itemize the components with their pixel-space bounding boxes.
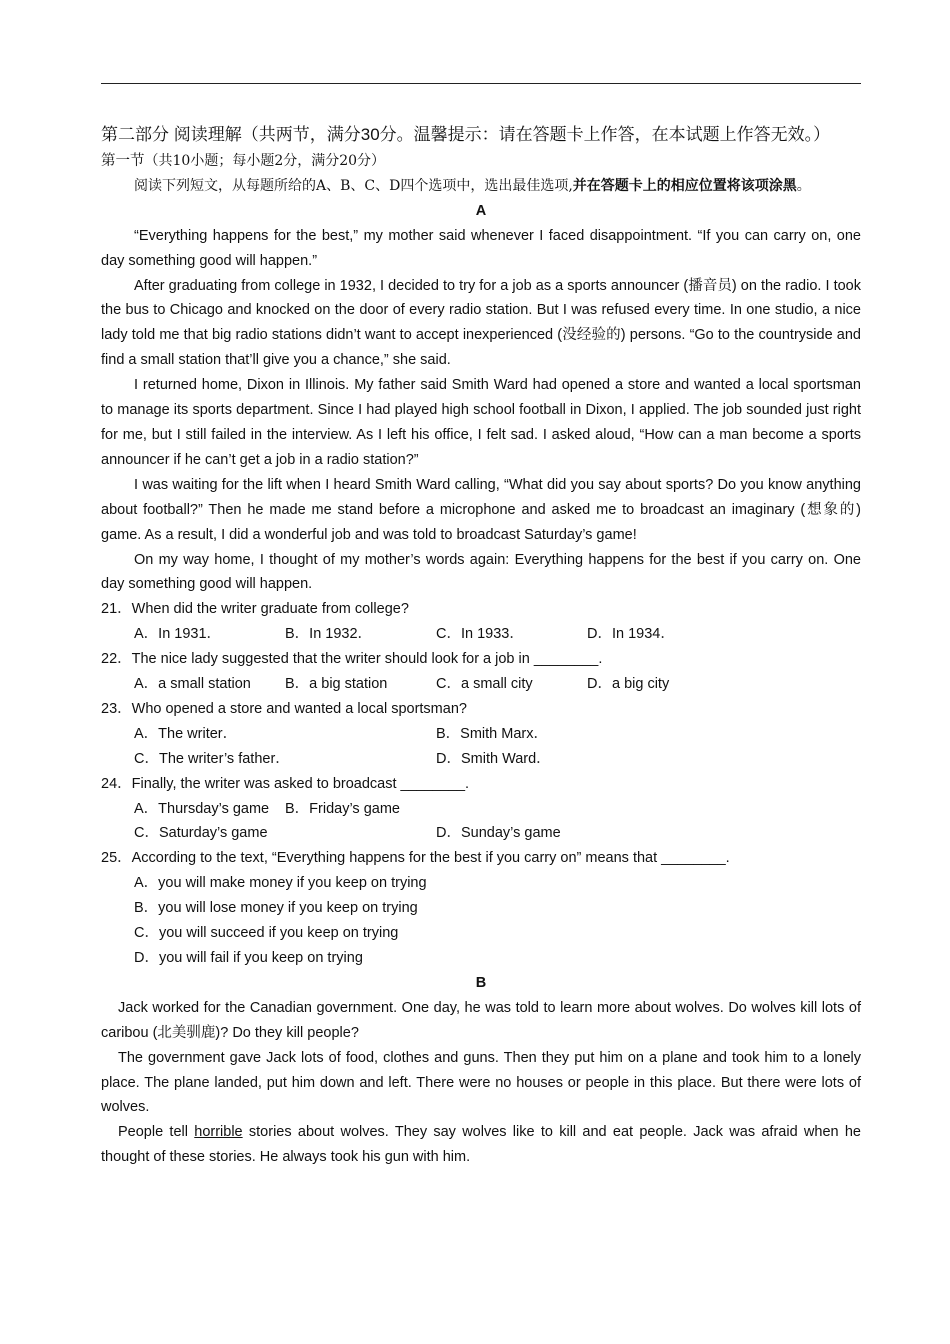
option: A．a small station: [134, 676, 251, 693]
instructions: 阅读下列短文，从每题所给的A、B、C、D四个选项中，选出最佳选项,并在答题卡上的相应位置将该项涂黑。: [134, 177, 811, 194]
option: D．Sunday’s game: [436, 825, 561, 842]
part-note: （共两节，满分30分。温馨提示：请在答题卡上作答，在本试题上作答无效。）: [241, 125, 831, 144]
question-21-stem: 21．When did the writer graduate from college?: [101, 601, 409, 618]
part-title: 第二部分 阅读理解: [101, 125, 242, 144]
underlined-word: horrible: [194, 1124, 243, 1141]
option: B．a big station: [285, 676, 388, 693]
option: C．Saturday’s game: [134, 825, 268, 842]
top-rule: [101, 83, 861, 84]
passage-a-paragraph: I returned home, Dixon in Illinois. My father said Smith Ward had opened a store and wanted a local sportsman to manage its sports department. Since I had played high school football in Dixon, I applied. The job sounded just right for me, but I still failed in the interview. As I left his office, I felt sad. I asked aloud, “How can a man become a sports announcer if he can’t get a job in a radio station?”: [101, 377, 861, 468]
option: B．Smith Marx．: [436, 725, 548, 742]
section-note: （共10小题；每小题2分，满分20分）: [144, 153, 386, 169]
option: C．you will succeed if you keep on trying: [134, 925, 399, 942]
option: A．In 1931．: [134, 626, 222, 643]
passage-a-label: A: [475, 202, 487, 219]
option: C．In 1933．: [436, 626, 524, 643]
question-24-options-row2: [101, 821, 861, 846]
question-21-options: [101, 622, 861, 647]
passage-b-paragraph: People tell horrible stories about wolves. They say wolves like to kill and eat people. Jack was afraid when he thought of these stories. He always took his gun with him.: [101, 1124, 861, 1166]
option: D．a big city: [587, 676, 670, 693]
option: D．you will fail if you keep on trying: [134, 950, 363, 966]
option: B．Friday’s game: [285, 800, 400, 817]
option: C．The writer’s father．: [134, 750, 290, 767]
question-24-stem: 24．Finally, the writer was asked to broadcast ________.: [101, 775, 470, 792]
passage-b-label: B: [475, 974, 487, 991]
option: B．In 1932．: [285, 626, 373, 643]
option: D．Smith Ward．: [436, 750, 551, 767]
question-23-options-row1: [101, 722, 861, 747]
passage-a-paragraph: After graduating from college in 1932, I decided to try for a job as a sports announcer (播音员) on the radio. I took the bus to Chicago and knocked on the door of every radio station. But I was refused every time. In one studio, a nice lady told me that big radio stations didn’t want to accept inexperienced (没经验的) persons. “Go to the countryside and find a small station that’ll give you a chance,” she said.: [101, 277, 861, 369]
exam-page: [101, 122, 861, 1170]
option: B．you will lose money if you keep on trying: [134, 900, 418, 917]
option: A．you will make money if you keep on trying: [134, 875, 427, 892]
part-heading: [101, 122, 861, 148]
section-heading: [101, 149, 861, 174]
question-23-stem: 23．Who opened a store and wanted a local sportsman?: [101, 700, 467, 717]
passage-b-paragraph: Jack worked for the Canadian government. One day, he was told to learn more about wolves. Do wolves kill lots of caribou (北美驯鹿)? Do they kill people?: [101, 999, 861, 1041]
option: A．Thursday’s game: [134, 800, 270, 817]
passage-a-paragraph: On my way home, I thought of my mother’s words again: Everything happens for the best if you carry on. One day something good will happen.: [101, 551, 861, 593]
question-25-stem: 25．According to the text, “Everything happens for the best if you carry on” means that ________.: [101, 850, 730, 867]
question-22-options: [101, 672, 861, 697]
question-22-stem: 22．The nice lady suggested that the writer should look for a job in ________.: [101, 651, 603, 668]
option: D．In 1934．: [587, 626, 675, 643]
passage-b-paragraph: The government gave Jack lots of food, clothes and guns. Then they put him on a plane and took him to a lonely place. The plane landed, put him down and left. There were no houses or people in this place. But there were lots of wolves.: [101, 1049, 861, 1116]
question-23-options-row2: [101, 747, 861, 772]
option: C．a small city: [436, 676, 533, 693]
section-title: 第一节: [101, 153, 145, 169]
passage-a-paragraph: I was waiting for the lift when I heard Smith Ward calling, “What did you say about sports? Do you know anything about football?” Then he made me stand before a microphone and asked me to broadcast an imaginary (想象的) game. As a result, I did a wonderful job and was told to broadcast Saturday’s game!: [101, 476, 861, 543]
option: A．The writer．: [134, 725, 238, 742]
passage-a-paragraph: “Everything happens for the best,” my mother said whenever I faced disappointment. “If you can carry on, one day something good will happen.”: [101, 227, 861, 269]
question-24-options-row1: [101, 797, 861, 822]
